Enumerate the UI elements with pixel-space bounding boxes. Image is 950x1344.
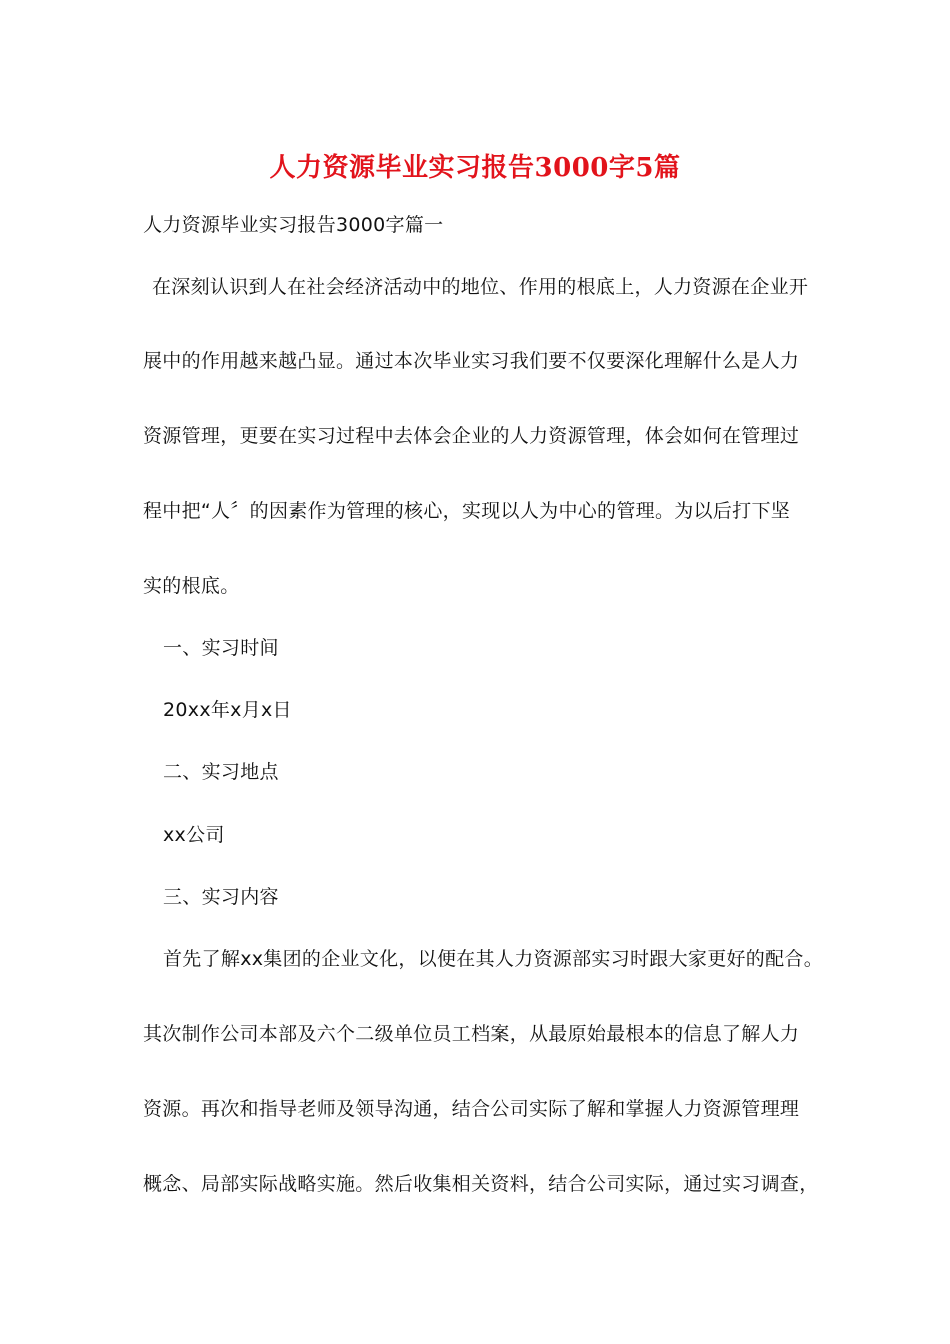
paragraph-2-line-1: 首先了解xx集团的企业文化，以便在其人力资源部实习时跟大家更好的配合。 — [163, 948, 823, 970]
paragraph-2-line-3: 资源。再次和指导老师及领导沟通，结合公司实际了解和掌握人力资源管理理 — [143, 1098, 800, 1120]
paragraph-1-line-1: 在深刻认识到人在社会经济活动中的地位、作用的根底上，人力资源在企业开 — [152, 276, 809, 298]
paragraph-2-line-2: 其次制作公司本部及六个二级单位员工档案，从最原始最根本的信息了解人力 — [143, 1023, 800, 1045]
section-heading-content: 三、实习内容 — [163, 886, 279, 908]
section-heading-time: 一、实习时间 — [163, 637, 279, 659]
section-heading-location: 二、实习地点 — [163, 761, 279, 783]
document-subtitle: 人力资源毕业实习报告3000字篇一 — [143, 214, 444, 236]
paragraph-1-line-3: 资源管理，更要在实习过程中去体会企业的人力资源管理，体会如何在管理过 — [143, 425, 800, 447]
section-value-location: xx公司 — [163, 824, 225, 846]
paragraph-1-line-5: 实的根底。 — [143, 575, 240, 597]
paragraph-1-line-2: 展中的作用越来越凸显。通过本次毕业实习我们要不仅要深化理解什么是人力 — [143, 350, 800, 372]
paragraph-2-line-4: 概念、局部实际战略实施。然后收集相关资料，结合公司实际，通过实习调查， — [143, 1173, 819, 1195]
document-title: 人力资源毕业实习报告3000字5篇 — [269, 153, 681, 183]
paragraph-1-line-4: 程中把“人〞的因素作为管理的核心，实现以人为中心的管理。为以后打下坚 — [143, 500, 791, 522]
section-value-time: 20xx年x月x日 — [163, 699, 292, 721]
